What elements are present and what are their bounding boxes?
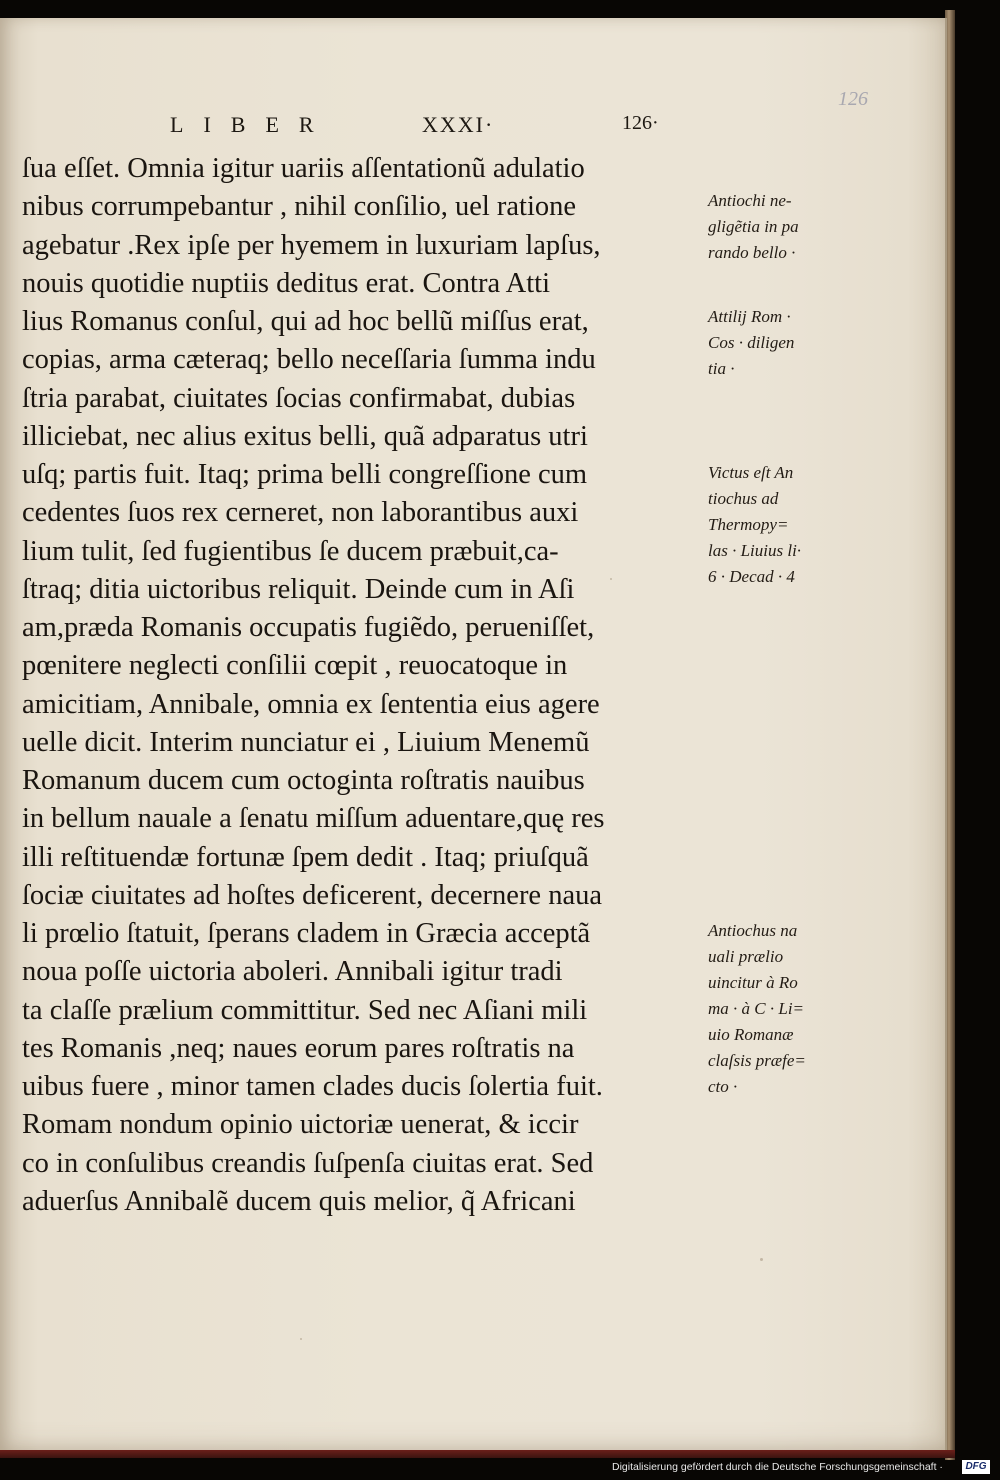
marginal-line: cto · [708,1077,738,1096]
text-line: uibus fuere , minor tamen clades ducis ſolertia fuit. [22,1071,603,1102]
text-line: am,præda Romanis occupatis fugiẽdo, perueniſſet, [22,612,595,643]
marginal-line: uincitur à Ro [708,973,798,992]
text-line: li prœlio ſtatuit, ſperans cladem in Græcia acceptã [22,918,591,949]
text-line: pœnitere neglecti conſilii cœpit , reuocatoque in [22,650,568,682]
text-line: uelle dicit. Interim nunciatur ei , Liuium Menemũ [22,726,590,758]
marginal-line: Thermopy= [708,515,789,534]
marginal-line: uali prælio [708,947,784,966]
marginal-line: Cos · diligen [708,333,795,352]
text-line: ta claſſe prælium committitur. Sed nec Aſiani mili [22,994,588,1026]
text-line: agebatur .Rex ipſe per hyemem in luxuriam lapſus, [22,229,601,261]
marginal-line: 6 · Decad · 4 [708,567,795,586]
text-line: aduerſus Annibalẽ ducem quis melior, q̃ Africani [22,1185,576,1217]
marginal-note-naval-battle [708,918,848,1100]
text-line: lium tulit, ſed fugientibus ſe ducem præbuit,ca- [22,535,559,567]
running-title: LIBER [170,112,334,137]
running-header [160,112,680,142]
text-line: nouis quotidie nuptiis deditus erat. Contra Atti [22,267,551,299]
dfg-logo-icon: DFG [962,1460,990,1474]
folio-number: 126· [622,112,659,134]
binding-edge [0,1450,955,1458]
text-line: nibus corrumpebantur , nihil conſilio, uel ratione [22,191,577,223]
text-line: uſq; partis fuit. Itaq; prima belli congreſſione cum [22,459,588,490]
marginal-line: tiochus ad [708,489,779,508]
marginal-line: las · Liuius li· [708,541,802,560]
book-number: XXXI· [422,112,495,137]
marginal-line: Attilij Rom · [708,307,791,326]
marginal-note-thermopylae [708,460,848,590]
marginal-note-attilij [708,304,848,382]
marginal-line: ma · à C · Li= [708,999,805,1018]
text-line: illiciebat, nec alius exitus belli, quã adparatus utri [22,420,588,452]
text-line: ſua eſſet. Omnia igitur uariis aſſentationũ adulatio [22,153,585,184]
marginal-line: gligẽtia in pa [708,217,799,236]
marginal-line: claſsis præfe= [708,1051,806,1070]
main-text-block [22,150,702,1221]
text-line: Romam nondum opinio uictoriæ uenerat, & iccir [22,1109,579,1141]
text-line: noua poſſe uictoria aboleri. Annibali igitur tradi [22,956,563,988]
marginal-line: Victus eſt An [708,463,794,482]
text-line: ſtria parabat, ciuitates ſocias confirmabat, dubias [22,382,576,414]
text-line: lius Romanus conſul, qui ad hoc bellũ miſſus erat, [22,306,589,337]
text-line: tes Romanis ,neq; naues eorum pares roſtratis na [22,1032,575,1064]
text-line: copias, arma cæteraq; bello neceſſaria ſumma indu [22,344,596,376]
marginal-line: Antiochi ne- [708,191,792,210]
marginal-line: uio Romanæ [708,1025,794,1044]
text-line: co in conſulibus creandis ſuſpenſa ciuitas erat. Sed [22,1147,594,1179]
text-line: amicitiam, Annibale, omnia ex ſententia eius agere [22,688,600,720]
text-line: illi reſtituendæ fortunæ ſpem dedit . Itaq; priuſquã [22,841,589,873]
marginal-line: tia · [708,359,735,378]
pencil-folio-note: 126 [838,88,868,110]
text-line: Romanum ducem cum octoginta roſtratis nauibus [22,765,585,796]
marginal-line: Antiochus na [708,921,798,940]
text-line: in bellum nauale a ſenatu miſſum aduentare,quę res [22,803,605,835]
text-line: ſociæ ciuitates ad hoſtes deficerent, decernere naua [22,879,603,911]
marginal-line: rando bello · [708,243,796,262]
digitization-credit: Digitalisierung gefördert durch die Deutsche Forschungsgemeinschaft · [612,1461,943,1473]
text-line: ſtraq; ditia uictoribus reliquit. Deinde cum in Aſi [22,573,575,605]
text-line: cedentes ſuos rex cerneret, non laborantibus auxi [22,497,579,529]
marginal-note-antiochi [708,188,848,266]
